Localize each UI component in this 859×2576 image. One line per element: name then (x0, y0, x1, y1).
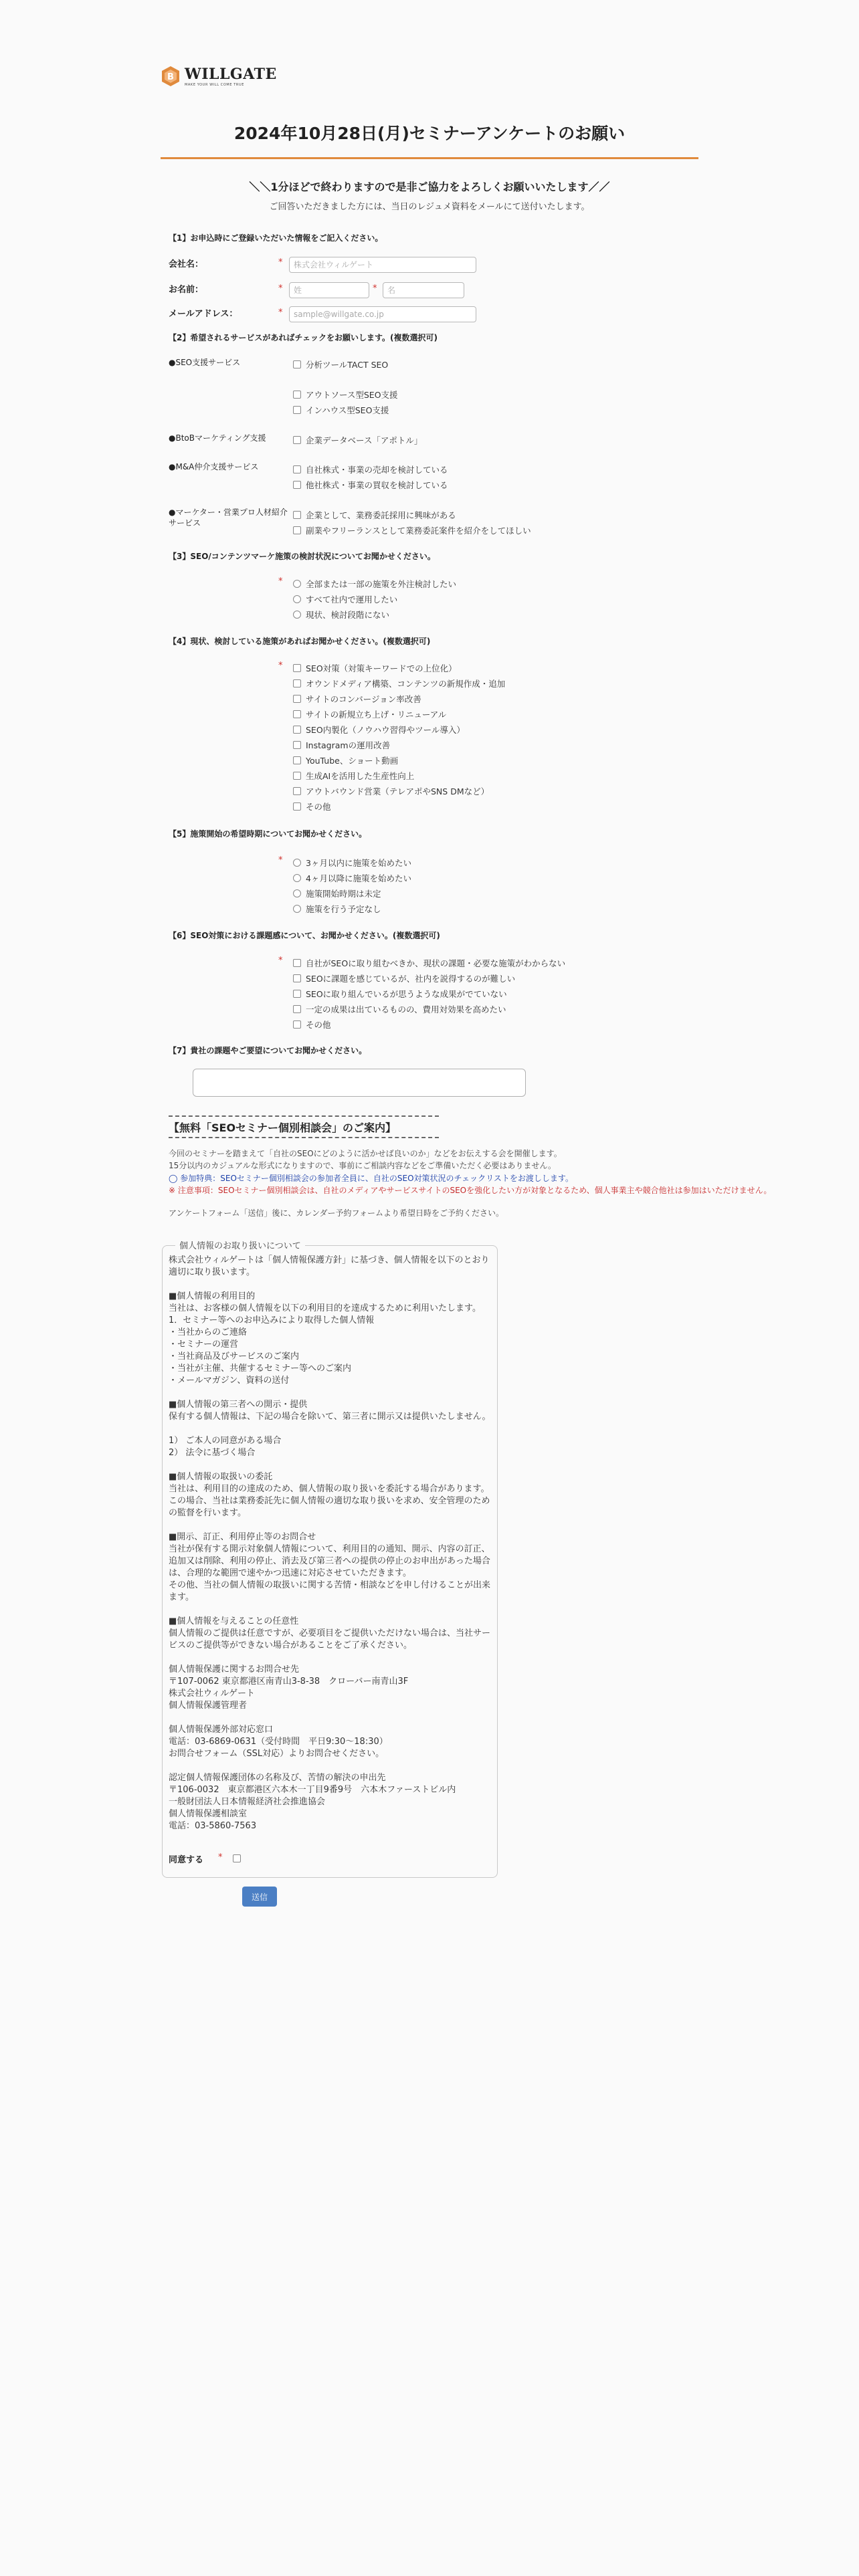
email-input[interactable] (289, 306, 476, 322)
checkbox[interactable] (293, 526, 301, 534)
required-mark: * (218, 1852, 223, 1862)
section2-heading: 【2】希望されるサービスがあればチェックをお願いします。(複数選択可) (169, 333, 438, 342)
checkbox[interactable] (293, 679, 301, 687)
checkbox[interactable] (293, 406, 301, 414)
consult-caution: ※ 注意事項：SEOセミナー個別相談会は、自社のメディアやサービスサイトのSEOを強化したい方が対象となるため、個人事業主や競合他社は参加はいただけません。 (169, 1186, 772, 1195)
section6-heading: 【6】SEO対策における課題感について、お聞かせください。(複数選択可) (169, 931, 440, 940)
service-option[interactable]: 副業やフリーランスとして業務委託案件を紹介をしてほしい (293, 524, 531, 536)
brand-tagline: MAKE YOUR WILL COME TRUE (185, 82, 245, 87)
checkbox[interactable] (293, 741, 301, 749)
checkbox[interactable] (293, 802, 301, 811)
privacy-legend: 個人情報のお取り扱いについて (175, 1239, 305, 1251)
measure-option[interactable]: サイトの新規立ち上げ・リニューアル (293, 708, 446, 720)
checkbox[interactable] (293, 787, 301, 795)
measure-option[interactable]: その他 (293, 800, 331, 813)
first-name-input[interactable] (383, 282, 464, 298)
consult-booking-note: アンケートフォーム「送信」後に、カレンダー予約フォームより希望日時をご予約ください。 (169, 1208, 504, 1218)
required-mark: * (373, 284, 377, 294)
issue-option[interactable]: その他 (293, 1018, 331, 1031)
checkbox[interactable] (293, 1005, 301, 1013)
privacy-text: 株式会社ウィルゲートは「個人情報保護方針」に基づき、個人情報を以下のとおり適切に取り扱います。 ■個人情報の利用目的 当社は、お客様の個人情報を以下の利用目的を達成するために利用いたします。 1．セミナー等へのお申込みにより取得した個人情報 ・当社からのご連絡 ・セミナーの運営 ・当社商品及びサービスのご案内 ・当社が主催、共催するセミナー等へのご案内 ・メールマガジン、資料の送付 ■個人情報の第三者への開示・提供 保有する個人情報は、下記の場合を除いて、第三者に開示又は提供いたしません。 1） ご本人の同意がある場合 2） 法令に基づく場合 ■個人情報の取扱いの委託 当社は、利用目的の達成のため、個人情報の取り扱いを委託する場合があります。この場合、当社は業務委託先に個人情報の適切な取り扱いを求め、安全管理のための監督を行います。 ■開示、訂正、利用停止等のお問合せ 当社が保有する開示対象個人情報について、利用目的の通知、開示、内容の訂正、追加又は削除、利用の停止、消去及び第三者への提供の停止のお申出があった場合は、合理的な範囲で速やかつ迅速に対応させていただきます。 その他、当社の個人情報の取扱いに関する苦情・相談などを申し付けることが出来ます。 ■個人情報を与えることの任意性 個人情報のご提供は任意ですが、必要項目をご提供いただけない場合は、当社サービスのご提供等ができない場合があることをご了承ください。 個人情報保護に関するお問合せ先 〒107-0062 東京都港区南青山3-8-38 クローバー南青山3F 株式会社ウィルゲート 個人情報保護管理者 個人情報保護外部対応窓口 電話：03-6869-0631（受付時間 平日9:30〜18:30） お問合せフォーム（SSL対応）よりお問合せください。 認定個人情報保護団体の名称及び、苦情の解決の申出先 〒106-0032 東京都港区六本木一丁目9番9号 六本木ファーストビル内 一般財団法人日本情報経済社会推進協会 個人情報保護相談室 電話：03-5860-7563 (169, 1255, 491, 1831)
measure-option[interactable]: アウトバウンド営業（テレアポやSNS DMなど） (293, 785, 489, 797)
section1-heading: 【1】お申込時にご登録いただいた情報をご記入ください。 (169, 233, 383, 243)
issue-option[interactable]: SEOに課題を感じているが、社内を説得するのが難しい (293, 972, 515, 984)
required-mark: * (278, 257, 283, 267)
checkbox[interactable] (293, 391, 301, 399)
service-option[interactable]: インハウス型SEO支援 (293, 404, 389, 416)
svg-text:B: B (167, 72, 174, 82)
timing-option[interactable]: 3ヶ月以内に施策を始めたい (293, 857, 411, 869)
brand-logo (161, 66, 277, 87)
required-mark: * (278, 284, 283, 294)
consult-info: 今回のセミナーを踏まえて「自社のSEOにどのように活かせば良いのか」などをお伝えする会を開催します。 (169, 1149, 562, 1158)
checkbox[interactable] (293, 726, 301, 734)
measure-option[interactable]: サイトのコンバージョン率改善 (293, 693, 421, 705)
measure-option[interactable]: SEO内製化（ノウハウ習得やツール導入） (293, 724, 465, 736)
checkbox[interactable] (293, 1021, 301, 1029)
section5-heading: 【5】施策開始の希望時期についてお聞かせください。 (169, 829, 367, 839)
service-option[interactable]: 企業データベース「アポトル」 (293, 434, 422, 446)
email-label: メールアドレス： (169, 309, 238, 319)
issue-option[interactable]: 一定の成果は出ているものの、費用対効果を高めたい (293, 1003, 506, 1015)
radio[interactable] (293, 595, 301, 603)
page-subtitle: ＼＼1分ほどで終わりますので是非ご協力をよろしくお願いいたします／／ (249, 181, 610, 193)
service-group-btob: ●BtoBマーケティング支援 (169, 433, 266, 443)
dashed-divider (169, 1115, 439, 1117)
consult-info: 15分以内のカジュアルな形式になりますので、事前にご相談内容などをご準備いただく必要はありません。 (169, 1161, 557, 1170)
willgate-logo-icon (161, 66, 181, 87)
consult-benefit: ◯ 参加特典：SEOセミナー個別相談会の参加者全員に、自社のSEO対策状況のチェックリストをお渡しします。 (169, 1174, 573, 1183)
page-title: 2024年10月28日(月)セミナーアンケートのお願い (233, 124, 626, 143)
consult-title: 【無料「SEOセミナー個別相談会」のご案内】 (169, 1121, 397, 1134)
checkbox[interactable] (293, 664, 301, 672)
service-option[interactable]: 分析ツールTACT SEO (293, 358, 388, 370)
radio[interactable] (293, 874, 301, 882)
checkbox[interactable] (293, 511, 301, 519)
dashed-divider (169, 1137, 439, 1138)
name-label: お名前： (169, 285, 204, 295)
issue-option[interactable]: SEOに取り組んでいるが思うような成果がでていない (293, 988, 507, 1000)
service-option[interactable]: 自社株式・事業の売却を検討している (293, 463, 448, 475)
checkbox[interactable] (293, 436, 301, 444)
agree-label: 同意する (169, 1855, 204, 1865)
service-group-marketer: ●マーケター・営業プロ人材紹介サービス (169, 508, 288, 528)
last-name-input[interactable] (289, 282, 369, 298)
service-option[interactable]: アウトソース型SEO支援 (293, 389, 398, 401)
brand-name: WILLGATE (185, 65, 277, 83)
checkbox[interactable] (293, 481, 301, 489)
agree-checkbox[interactable] (233, 1854, 241, 1862)
timing-option[interactable]: 施策を行う予定なし (293, 903, 381, 915)
status-option[interactable]: 現状、検討段階にない (293, 609, 389, 621)
radio[interactable] (293, 859, 301, 867)
radio[interactable] (293, 611, 301, 619)
checkbox[interactable] (293, 974, 301, 982)
measure-option[interactable]: 生成AIを活用した生産性向上 (293, 770, 414, 782)
radio[interactable] (293, 889, 301, 897)
measure-option[interactable]: SEO対策（対策キーワードでの上位化） (293, 662, 457, 674)
required-mark: * (278, 956, 283, 966)
checkbox[interactable] (293, 756, 301, 764)
company-label: 会社名： (169, 259, 204, 270)
measure-option[interactable]: オウンドメディア構築、コンテンツの新規作成・追加 (293, 677, 505, 689)
measure-option[interactable]: YouTube、ショート動画 (293, 754, 398, 766)
section7-heading: 【7】貴社の課題やご要望についてお聞かせください。 (169, 1046, 367, 1055)
section4-heading: 【4】現状、検討している施策があればお聞かせください。(複数選択可) (169, 637, 431, 646)
checkbox[interactable] (293, 772, 301, 780)
checkbox[interactable] (293, 990, 301, 998)
requests-textarea[interactable] (193, 1069, 526, 1097)
title-divider (161, 157, 698, 159)
timing-option[interactable]: 施策開始時期は未定 (293, 887, 381, 899)
required-mark: * (278, 661, 283, 671)
issue-option[interactable]: 自社がSEOに取り組むべきか、現状の課題・必要な施策がわからない (293, 957, 565, 969)
checkbox[interactable] (293, 710, 301, 718)
service-group-seo: ●SEO支援サービス (169, 358, 241, 367)
required-mark: * (278, 855, 283, 865)
radio[interactable] (293, 580, 301, 588)
required-mark: * (278, 308, 283, 318)
service-option[interactable]: 企業として、業務委託採用に興味がある (293, 509, 456, 521)
service-option[interactable]: 他社株式・事業の買収を検討している (293, 479, 448, 491)
measure-option[interactable]: Instagramの運用改善 (293, 739, 390, 751)
radio[interactable] (293, 905, 301, 913)
status-option[interactable]: すべて社内で運用したい (293, 593, 397, 605)
company-input[interactable] (289, 257, 476, 273)
checkbox[interactable] (293, 465, 301, 473)
checkbox[interactable] (293, 695, 301, 703)
page-notice: ご回答いただきました方には、当日のレジュメ資料をメールにて送付いたします。 (269, 202, 590, 212)
checkbox[interactable] (293, 959, 301, 967)
timing-option[interactable]: 4ヶ月以降に施策を始めたい (293, 872, 411, 884)
checkbox[interactable] (293, 360, 301, 368)
submit-button[interactable]: 送信 (242, 1887, 277, 1907)
section3-heading: 【3】SEO/コンテンツマーケ施策の検討状況についてお聞かせください。 (169, 552, 436, 561)
service-group-ma: ●M&A仲介支援サービス (169, 462, 259, 471)
status-option[interactable]: 全部または一部の施策を外注検討したい (293, 578, 456, 590)
required-mark: * (278, 576, 283, 586)
